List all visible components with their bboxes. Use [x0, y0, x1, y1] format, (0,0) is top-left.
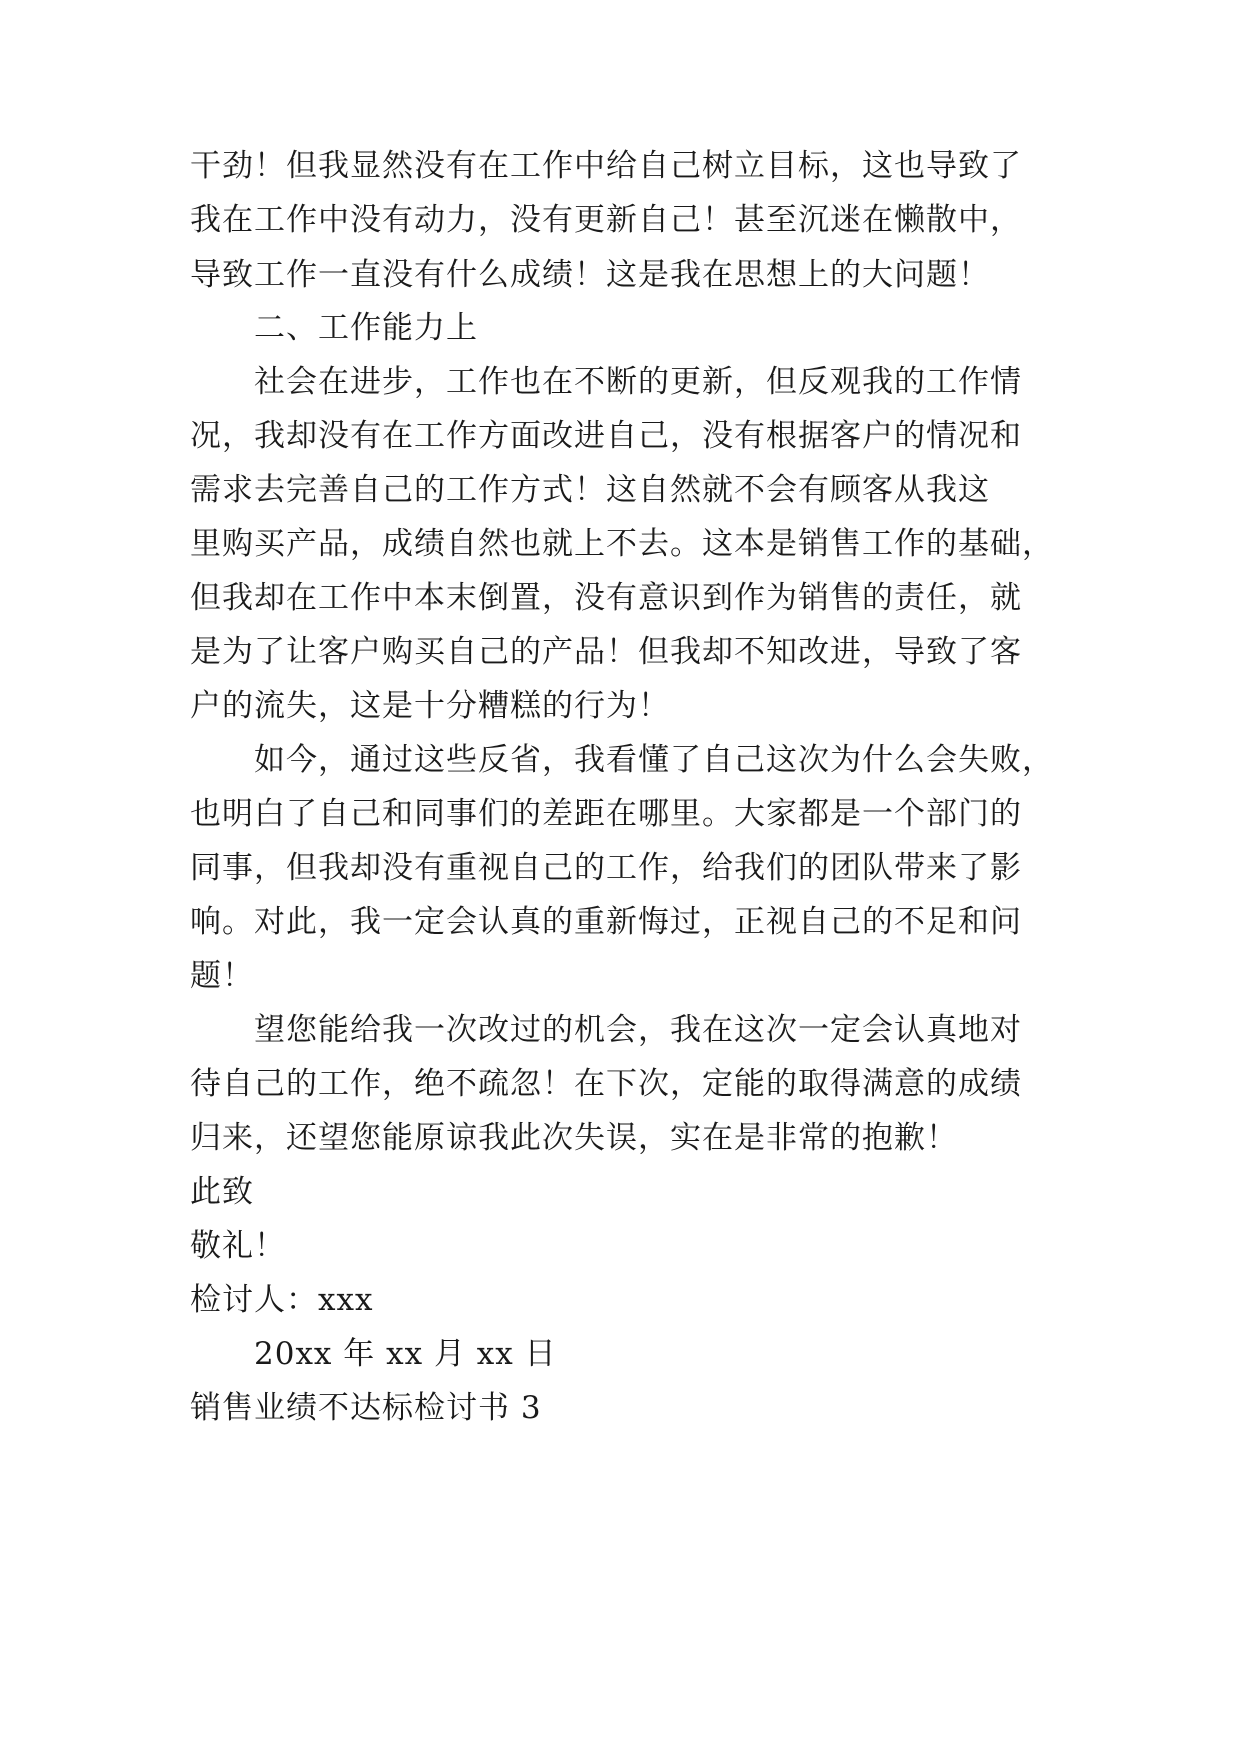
salutation-line: 敬礼！	[190, 1228, 286, 1264]
section-heading: 二、工作能力上	[254, 310, 478, 346]
body-line: 况，我却没有在工作方面改进自己，没有根据客户的情况和	[190, 418, 1022, 454]
body-line: 同事，但我却没有重视自己的工作，给我们的团队带来了影	[190, 850, 1022, 886]
body-line: 导致工作一直没有什么成绩！这是我在思想上的大问题！	[190, 257, 990, 293]
body-line: 里购买产品，成绩自然也就上不去。这本是销售工作的基础，	[190, 526, 1054, 562]
body-line: 需求去完善自己的工作方式！这自然就不会有顾客从我这	[190, 472, 990, 508]
body-line: 如今，通过这些反省，我看懂了自己这次为什么会失败，	[254, 742, 1054, 778]
closing-line: 此致	[190, 1174, 254, 1210]
body-line: 题！	[190, 958, 254, 994]
date-line: 20xx 年 xx 月 xx 日	[254, 1336, 557, 1372]
body-line: 望您能给我一次改过的机会，我在这次一定会认真地对	[254, 1012, 1022, 1048]
body-line: 社会在进步，工作也在不断的更新，但反观我的工作情	[254, 364, 1022, 400]
body-line: 但我却在工作中本末倒置，没有意识到作为销售的责任，就	[190, 580, 1022, 616]
body-line: 归来，还望您能原谅我此次失误，实在是非常的抱歉！	[190, 1120, 958, 1156]
signer-line: 检讨人：xxx	[190, 1282, 374, 1318]
body-line: 是为了让客户购买自己的产品！但我却不知改进，导致了客	[190, 634, 1022, 670]
body-line: 也明白了自己和同事们的差距在哪里。大家都是一个部门的	[190, 796, 1022, 832]
body-line: 响。对此，我一定会认真的重新悔过，正视自己的不足和问	[190, 904, 1022, 940]
body-line: 干劲！但我显然没有在工作中给自己树立目标，这也导致了	[190, 148, 1022, 184]
body-line: 待自己的工作，绝不疏忽！在下次，定能的取得满意的成绩	[190, 1066, 1022, 1102]
body-line: 户的流失，这是十分糟糕的行为！	[190, 688, 670, 724]
body-line: 我在工作中没有动力，没有更新自己！甚至沉迷在懒散中，	[190, 202, 1022, 238]
next-document-title: 销售业绩不达标检讨书 3	[190, 1390, 542, 1426]
